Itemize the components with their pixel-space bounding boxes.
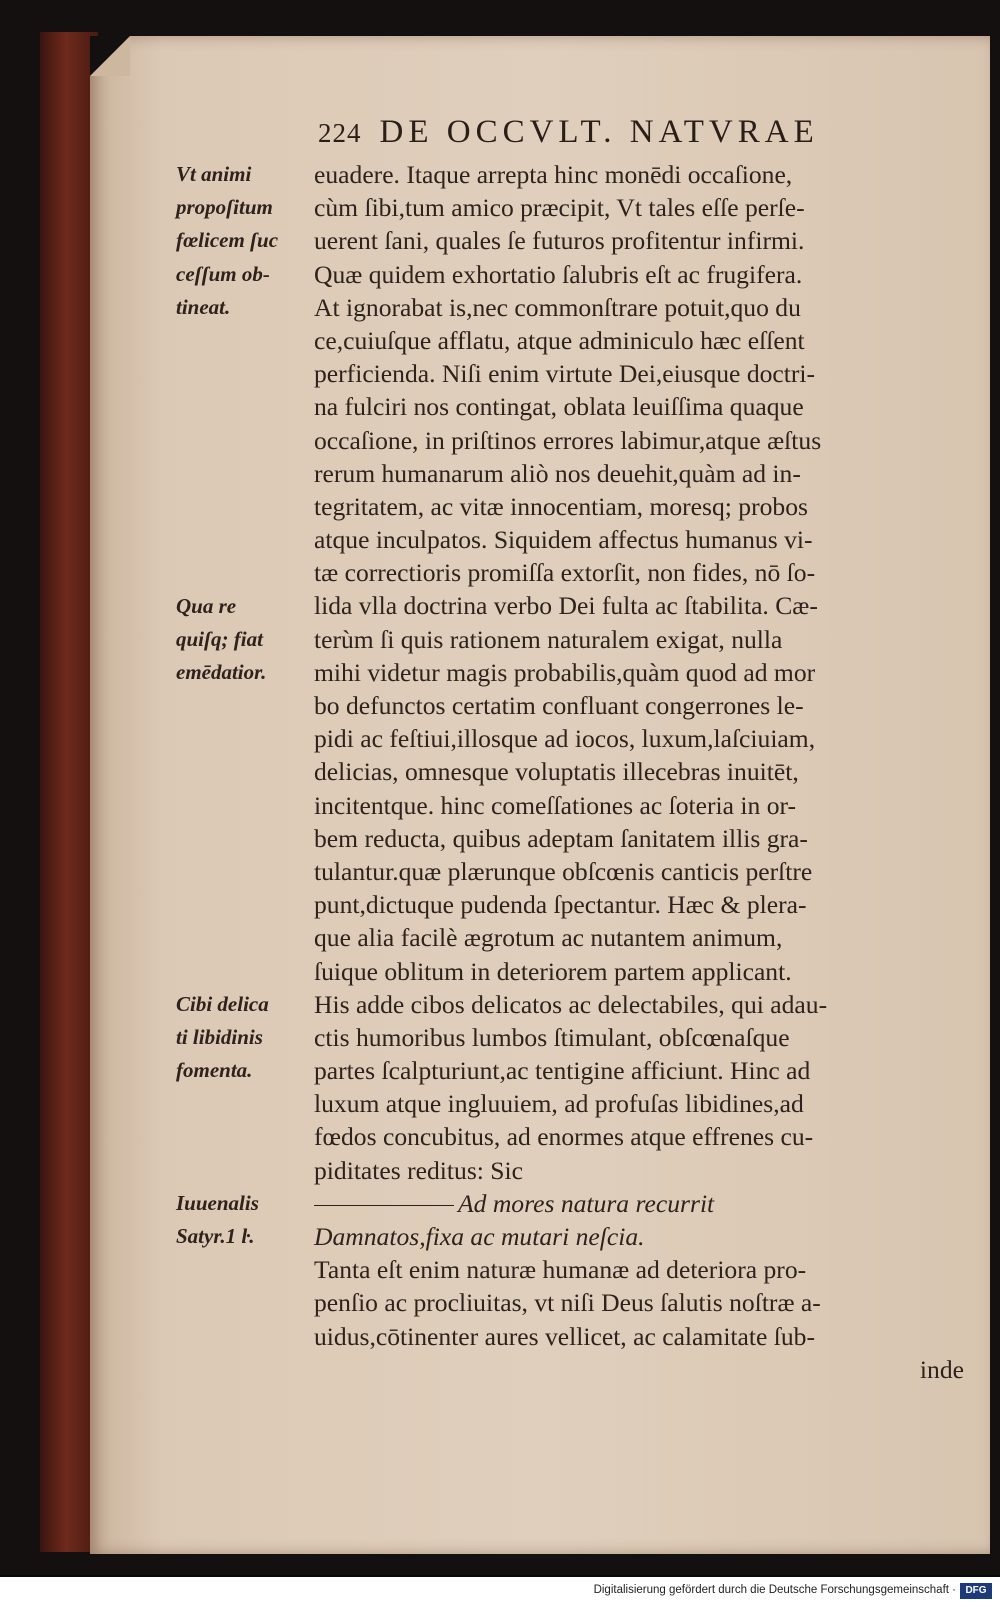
text-line-text: luxum atque ingluuiem, ad profuſas libidines,ad (314, 1089, 804, 1119)
text-line-text: perficienda. Niſi enim virtute Dei,eiusque doctri- (314, 359, 816, 389)
text-line-text: rerum humanarum aliò nos deuehit,quàm ad in- (314, 458, 801, 488)
margin-note-line: tineat. (176, 294, 231, 319)
margin-note (176, 1187, 321, 1253)
body-text (314, 158, 964, 1386)
text-line (314, 789, 964, 822)
margin-note (176, 988, 321, 1088)
text-line-text: His adde cibos delicatos ac delectabiles, qui adau- (314, 989, 828, 1019)
margin-note-line: ceſſum ob- (176, 261, 270, 286)
text-line (314, 191, 964, 224)
text-line (314, 955, 964, 988)
dfg-logo: DFG (960, 1583, 992, 1599)
margin-note (176, 590, 321, 690)
text-line (314, 921, 964, 954)
text-line-text: occaſione, in priſtinos errores labimur,atque æſtus (314, 425, 822, 455)
verse-line-text: Damnatos,fixa ac mutari neſcia. (314, 1222, 645, 1251)
text-line (314, 324, 964, 357)
footer-bar (0, 1577, 1000, 1607)
margin-note-line: Qua re (176, 593, 237, 618)
text-line-text: euadere. Itaque arrepta hinc monēdi occaſione, (314, 160, 793, 189)
text-line (314, 1154, 964, 1187)
text-line (314, 689, 964, 722)
text-line (314, 1054, 964, 1087)
text-line (314, 291, 964, 324)
text-line (314, 1320, 964, 1353)
text-line (314, 490, 964, 523)
text-line-text: uerent ſani, quales ſe futuros profitentur infirmi. (314, 226, 805, 256)
page-corner-shadow (90, 36, 130, 76)
text-line-text: cùm ſibi,tum amico præcipit, Vt tales eſſe perſe- (314, 193, 805, 223)
text-line-text: terùm ſi quis rationem naturalem exigat, nulla (314, 624, 783, 654)
text-line (314, 755, 964, 788)
text-line (314, 1087, 964, 1120)
text-line-text: ce,cuiuſque afflatu, atque adminiculo hæc eſſent (314, 325, 805, 355)
text-line-text: lida vlla doctrina verbo Dei fulta ac ſtabilita. Cæ- (314, 591, 818, 621)
text-line-text: punt,dictuque pudenda ſpectantur. Hæc & plera- (314, 890, 807, 920)
text-line-text: uidus,cōtinenter aures vellicet, ac calamitate ſub- (314, 1321, 815, 1351)
text-line (314, 357, 964, 390)
text-line-text: bem reducta, quibus adeptam ſanitatem illis gra- (314, 823, 808, 853)
text-line (314, 722, 964, 755)
text-line-text: penſio ac procliuitas, vt niſi Deus ſalutis noſtræ a- (314, 1288, 821, 1318)
margin-note-line: fœlicem ſuc (176, 228, 279, 253)
text-line (314, 158, 964, 191)
text-line (314, 258, 964, 291)
margin-note-line: ti libidinis (176, 1025, 263, 1050)
margin-note (176, 158, 321, 324)
text-line (314, 457, 964, 490)
footer-credit: Digitalisierung gefördert durch die Deutsche Forschungsgemeinschaft · (593, 1584, 956, 1596)
text-line-text: Quæ quidem exhortatio ſalubris eſt ac frugifera. (314, 259, 803, 289)
text-line (314, 822, 964, 855)
text-line-text: ctis humoribus lumbos ſtimulant, obſcœnaſque (314, 1022, 790, 1052)
text-line-text: ſuique oblitum in deteriorem partem applicant. (314, 956, 792, 986)
text-line-text: incitentque. hinc comeſſationes ac ſoteria in or- (314, 790, 797, 820)
text-line-text: pidi ac feſtiui,illosque ad iocos, luxum,laſciuiam, (314, 724, 816, 754)
margin-note-line: Iuuenalis (176, 1191, 259, 1216)
text-line (314, 656, 964, 689)
margin-note-line: quiſq; fiat (176, 626, 263, 651)
text-line-text: bo defunctos certatim confluant congerrones le- (314, 691, 804, 720)
text-line (314, 1253, 964, 1286)
text-line-text: tegritatem, ac vitæ innocentiam, moresq; probos (314, 491, 808, 521)
text-line (314, 1021, 964, 1054)
text-line-text: atque inculpatos. Siquidem affectus humanus vi- (314, 525, 813, 555)
text-line-text: At ignorabat is,nec commonſtrare potuit,quo du (314, 292, 801, 322)
text-line-text: piditates reditus: Sic (314, 1155, 523, 1185)
text-line-text: na fulciri nos contingat, oblata leuiſſima quaque (314, 392, 804, 422)
verse-line (314, 1220, 964, 1253)
text-line (314, 424, 964, 457)
margin-note-line: emēdatior. (176, 659, 267, 684)
text-line (314, 1286, 964, 1319)
margin-note-line: Vt animi (176, 162, 252, 186)
text-line (314, 623, 964, 656)
text-line (314, 523, 964, 556)
page-header (318, 114, 968, 151)
text-line-text: partes ſcalpturiunt,ac tentigine afficiunt. Hinc ad (314, 1056, 811, 1086)
text-line (314, 224, 964, 257)
book-page (90, 36, 990, 1554)
catchword (314, 1353, 964, 1386)
text-line (314, 855, 964, 888)
page-number: 224 (318, 118, 362, 148)
text-line-text: fœdos concubitus, ad enormes atque effrenes cu- (314, 1122, 814, 1152)
text-line (314, 1120, 964, 1153)
text-line-text: mihi videtur magis probabilis,quàm quod ad mor (314, 657, 816, 687)
text-line-text: que alia facilè ægrotum ac nutantem animum, (314, 923, 783, 953)
verse-line (314, 1187, 964, 1220)
text-line-text: Tanta eſt enim naturæ humanæ ad deteriora pro- (314, 1255, 807, 1285)
text-line (314, 390, 964, 423)
text-line-text: delicias, omnesque voluptatis illecebras inuitēt, (314, 757, 799, 787)
margin-note-line: Satyr.1 ŀ. (176, 1224, 255, 1249)
verse-line-text: Ad mores natura recurrit (458, 1188, 715, 1218)
running-title: DE OCCVLT. NATVRAE (379, 114, 819, 150)
text-line (314, 988, 964, 1021)
text-line (314, 888, 964, 921)
text-line (314, 589, 964, 622)
text-line (314, 556, 964, 589)
text-line-text: tæ correctioris promiſſa extorſit, non fides, nō ſo- (314, 558, 816, 588)
margin-note-line: propoſitum (176, 195, 273, 220)
text-line-text: tulantur.quæ plærunque obſcœnis canticis perſtre (314, 856, 813, 886)
margin-note-line: Cibi delica (176, 992, 269, 1016)
verse-dash-rule (314, 1205, 454, 1206)
catchword-text: inde (919, 1354, 964, 1384)
margin-note-line: fomenta. (176, 1058, 253, 1083)
